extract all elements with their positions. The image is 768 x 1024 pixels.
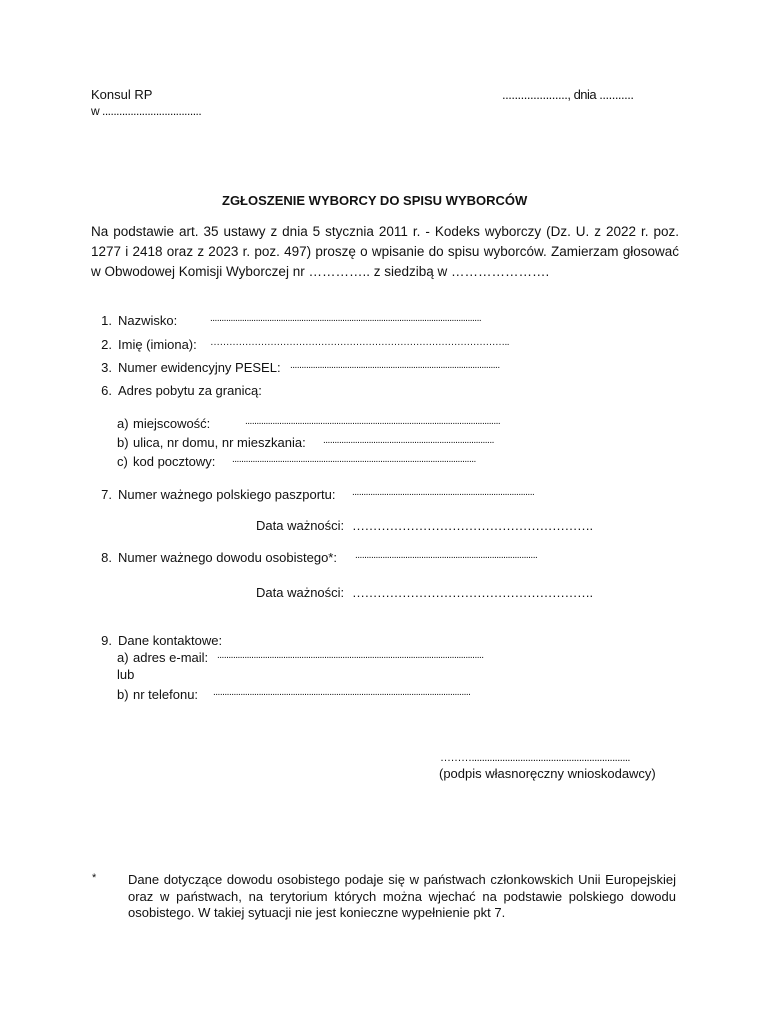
field-city: [117, 416, 210, 431]
signature-line: ………..............................................................: [440, 752, 630, 764]
place-line: w ...................................: [91, 104, 202, 118]
field-label: miejscowość:: [133, 416, 211, 431]
surname-fill-line: .......................................................................................................................: [210, 313, 482, 324]
item-number: 2.: [101, 337, 112, 352]
footnote-text: Dane dotyczące dowodu osobistego podaje się w państwach członkowskich Unii Europejskiej oraz w państwach, na terytorium których można wjechać na podstawie polskiego dowodu osobistego. W takiej sytuacji nie jest konieczne wypełnienie pkt 7.: [128, 872, 676, 920]
field-label: Numer ewidencyjny PESEL:: [118, 360, 281, 375]
field-first-names: [92, 337, 197, 352]
sub-item-letter: c): [117, 454, 128, 469]
field-address-abroad: [92, 383, 262, 398]
field-label: kod pocztowy:: [133, 454, 216, 469]
field-label: Nazwisko:: [118, 313, 178, 328]
city-fill-line: ................................................................................................................: [245, 416, 501, 427]
item-number: 3.: [101, 360, 112, 375]
item-number: 1.: [101, 313, 112, 328]
passport-fill-line: ................................................................................: [352, 487, 535, 498]
item-number: 6.: [101, 383, 112, 398]
form-title: ZGŁOSZENIE WYBORCY DO SPISU WYBORCÓW: [222, 193, 528, 208]
field-street: [117, 435, 306, 450]
item-number: 7.: [101, 487, 112, 502]
consul-label: Konsul RP: [91, 87, 153, 102]
sub-item-letter: b): [117, 687, 129, 702]
date-line: ....................., dnia ...........: [502, 87, 634, 102]
signature-caption: (podpis własnoręczny wnioskodawcy): [439, 766, 656, 781]
or-label: lub: [117, 667, 135, 682]
passport-expiry-fill-line: ………………………………………………….: [352, 518, 593, 533]
field-label: nr telefonu:: [133, 687, 199, 702]
field-pesel: [92, 360, 281, 375]
field-label: adres e-mail:: [133, 650, 209, 665]
id-card-fill-line: ................................................................................: [355, 550, 538, 561]
field-label: Numer ważnego dowodu osobistego*:: [118, 550, 337, 565]
field-label: Dane kontaktowe:: [118, 633, 223, 648]
sub-item-letter: a): [117, 650, 129, 665]
street-fill-line: ...........................................................................: [323, 435, 494, 446]
field-postal-code: [117, 454, 215, 469]
phone-fill-line: .................................................................................................................: [213, 687, 471, 698]
id-card-expiry-fill-line: ………………………………………………….: [352, 585, 593, 600]
field-passport: [92, 487, 336, 502]
field-phone: [117, 687, 198, 702]
sub-item-letter: a): [117, 416, 129, 431]
item-number: 8.: [101, 550, 112, 565]
field-label: Adres pobytu za granicą:: [118, 383, 262, 398]
first-names-fill-line: …………………………………………………………………………………..: [210, 337, 510, 348]
field-email: [117, 650, 208, 665]
item-number: 9.: [101, 633, 112, 648]
intro-paragraph: Na podstawie art. 35 ustawy z dnia 5 stycznia 2011 r. - Kodeks wyborczy (Dz. U. z 2022 r. poz. 1277 i 2418 oraz z 2023 r. poz. 497) proszę o wpisanie do spisu wyborców. Zamierzam głosować w Obwodowej Komisji Wyborczej nr ………….. z siedzibą w ………………….: [91, 224, 679, 279]
pesel-fill-line: ............................................................................................: [290, 360, 500, 371]
field-id-card: [92, 550, 337, 565]
sub-item-letter: b): [117, 435, 129, 450]
field-label: Numer ważnego polskiego paszportu:: [118, 487, 336, 502]
field-contact: [92, 633, 222, 648]
field-label: Imię (imiona):: [118, 337, 197, 352]
field-surname: [92, 313, 177, 328]
footnote-mark: *: [92, 872, 97, 884]
id-card-expiry-label: Data ważności:: [256, 585, 345, 600]
postal-code-fill-line: ...........................................................................................................: [232, 454, 476, 465]
passport-expiry-label: Data ważności:: [256, 518, 345, 533]
field-label: ulica, nr domu, nr mieszkania:: [133, 435, 306, 450]
email-fill-line: .....................................................................................................................: [217, 650, 484, 661]
